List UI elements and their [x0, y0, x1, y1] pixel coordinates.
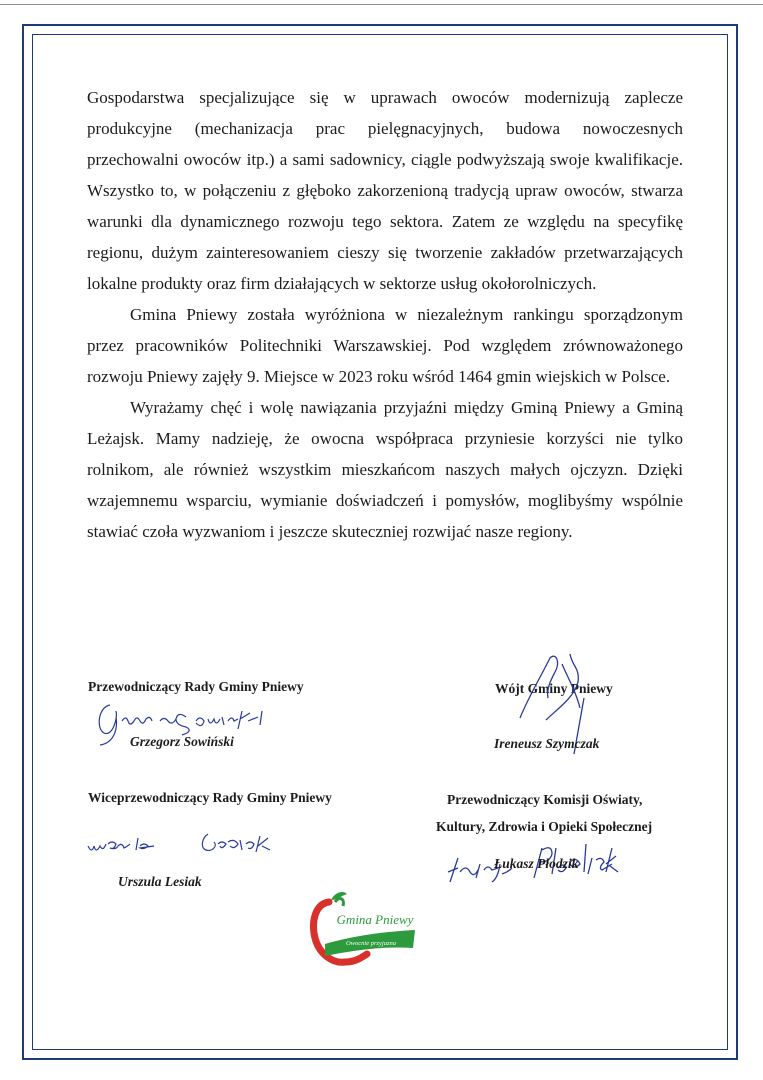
- committee-chair-name: Łukasz Płodzik: [494, 856, 579, 871]
- deputy-chair-name: Urszula Lesiak: [118, 874, 202, 889]
- paragraph-modernization: Gospodarstwa specjalizujące się w uprawach owoców modernizują zaplecze produkcyjne (mechanizacja prac pielęgnacyjnych, budowa nowoczesnych przechowalni owoców itp.) a sami sadownicy, ciągle podwyższają swoje kwalifikacje. Wszystko to, w połączeniu z głęboko zakorzenioną tradycją upraw owoców, stwarza warunki dla dynamicznego rozwoju tego sektora. Zatem ze względu na specyfikę regionu, dużym zainteresowaniem cieszy się tworzenie zakładów przetwarzających lokalne produkty oraz firm działających w sektorze usług okołorolniczych.: [87, 88, 683, 293]
- mayor-name: Ireneusz Szymczak: [494, 736, 600, 751]
- paragraph-ranking: Gmina Pniewy została wyróżniona w niezależnym rankingu sporządzonym przez pracowników Politechniki Warszawskiej. Pod względem zrównoważonego rozwoju Pniewy zajęły 9. Miejsce w 2023 roku wśród 1464 gmin wiejskich w Polsce.: [87, 305, 683, 386]
- deputy-chair-title: Wiceprzewodniczący Rady Gminy Pniewy: [88, 790, 332, 805]
- logo-tagline: Owocnie przyjazna: [345, 940, 397, 947]
- committee-chair-title-line1: Przewodniczący Komisji Oświaty,: [447, 792, 643, 807]
- logo-name: Gmina Pniewy: [336, 912, 414, 927]
- committee-chair-title-line2: Kultury, Zdrowia i Opieki Społecznej: [436, 819, 653, 834]
- council-chair-title: Przewodniczący Rady Gminy Pniewy: [88, 679, 304, 694]
- deputy-chair-signature: [84, 828, 304, 864]
- gmina-pniewy-logo: [305, 888, 417, 970]
- paragraph-partnership: Wyrażamy chęć i wolę nawiązania przyjaźni między Gminą Pniewy a Gminą Leżajsk. Mamy nadzieję, że owocna współpraca przyniesie korzyści nie tylko rolnikom, ale również wszystkim mieszkańcom naszych małych ojczyzn. Dzięki wzajemnemu wsparciu, wymianie doświadczeń i pomysłów, moglibyśmy wspólnie stawiać czoła wyzwaniom i jeszcze skuteczniej rozwijać nasze regiony.: [87, 398, 683, 541]
- council-chair-name: Grzegorz Sowiński: [130, 734, 234, 749]
- page-edge-line: [0, 4, 763, 5]
- mayor-title: Wójt Gminy Pniewy: [495, 681, 613, 696]
- letter-body: [87, 82, 683, 547]
